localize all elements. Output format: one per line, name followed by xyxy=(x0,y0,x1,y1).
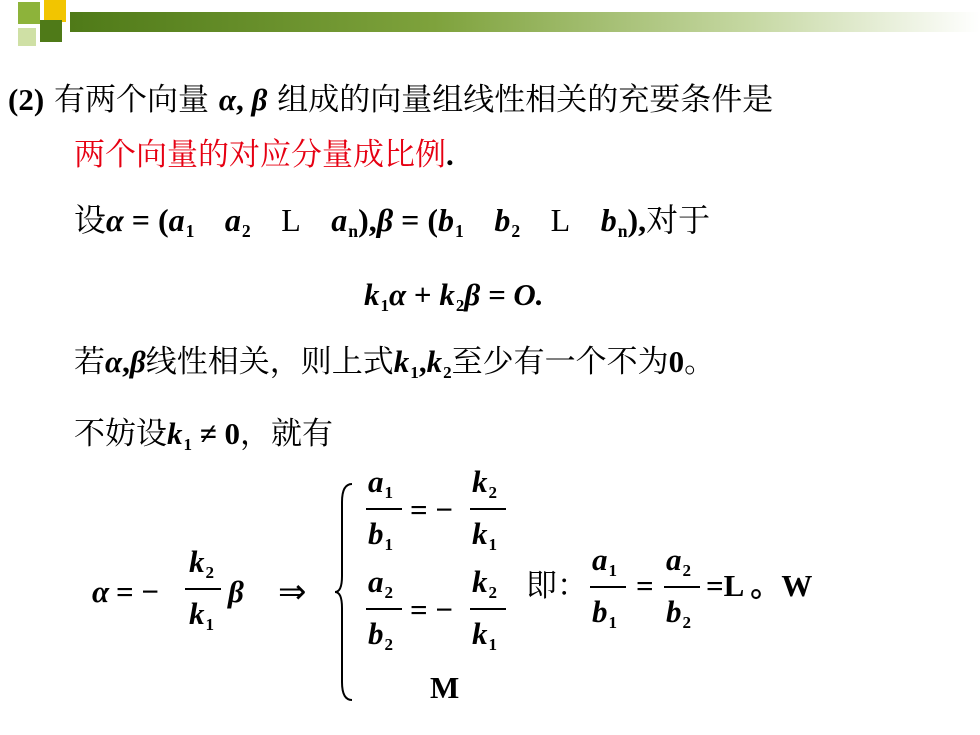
system-continuation: M xyxy=(430,670,460,705)
linear-combination-equation: $k_1\alpha + k_2\beta = O$. xyxy=(364,277,544,315)
header-gradient-bar xyxy=(70,12,980,32)
statement-line: (2) 有两个向量 α, β 组成的向量组线性相关的充要条件是 xyxy=(8,82,774,118)
assumption-line: 不妨设$k_1 \ne 0$，就有 xyxy=(74,416,334,454)
dependence-line: 若α,β线性相关，则上式$k_1,k_2$至少有一个不为0。 xyxy=(74,344,716,382)
header-square-yellow xyxy=(44,0,66,22)
implies-arrow: ⇒ xyxy=(278,572,307,612)
fraction-k2-k1: $k_2$ $k_1$ xyxy=(185,542,221,642)
system-brace xyxy=(334,482,356,702)
condition-text: 两个向量的对应分量成比例 xyxy=(74,137,446,173)
condition-line: 两个向量的对应分量成比例. xyxy=(74,137,454,173)
vector-definition-line: 设$\alpha = (a_1$ $a_2$ L $a_n),\beta = (b_1$ $b_2$ L $b_n$),对于 xyxy=(74,201,711,242)
header-square-dark xyxy=(40,20,62,42)
header-square-light xyxy=(18,28,36,46)
header-square-green xyxy=(18,2,40,24)
